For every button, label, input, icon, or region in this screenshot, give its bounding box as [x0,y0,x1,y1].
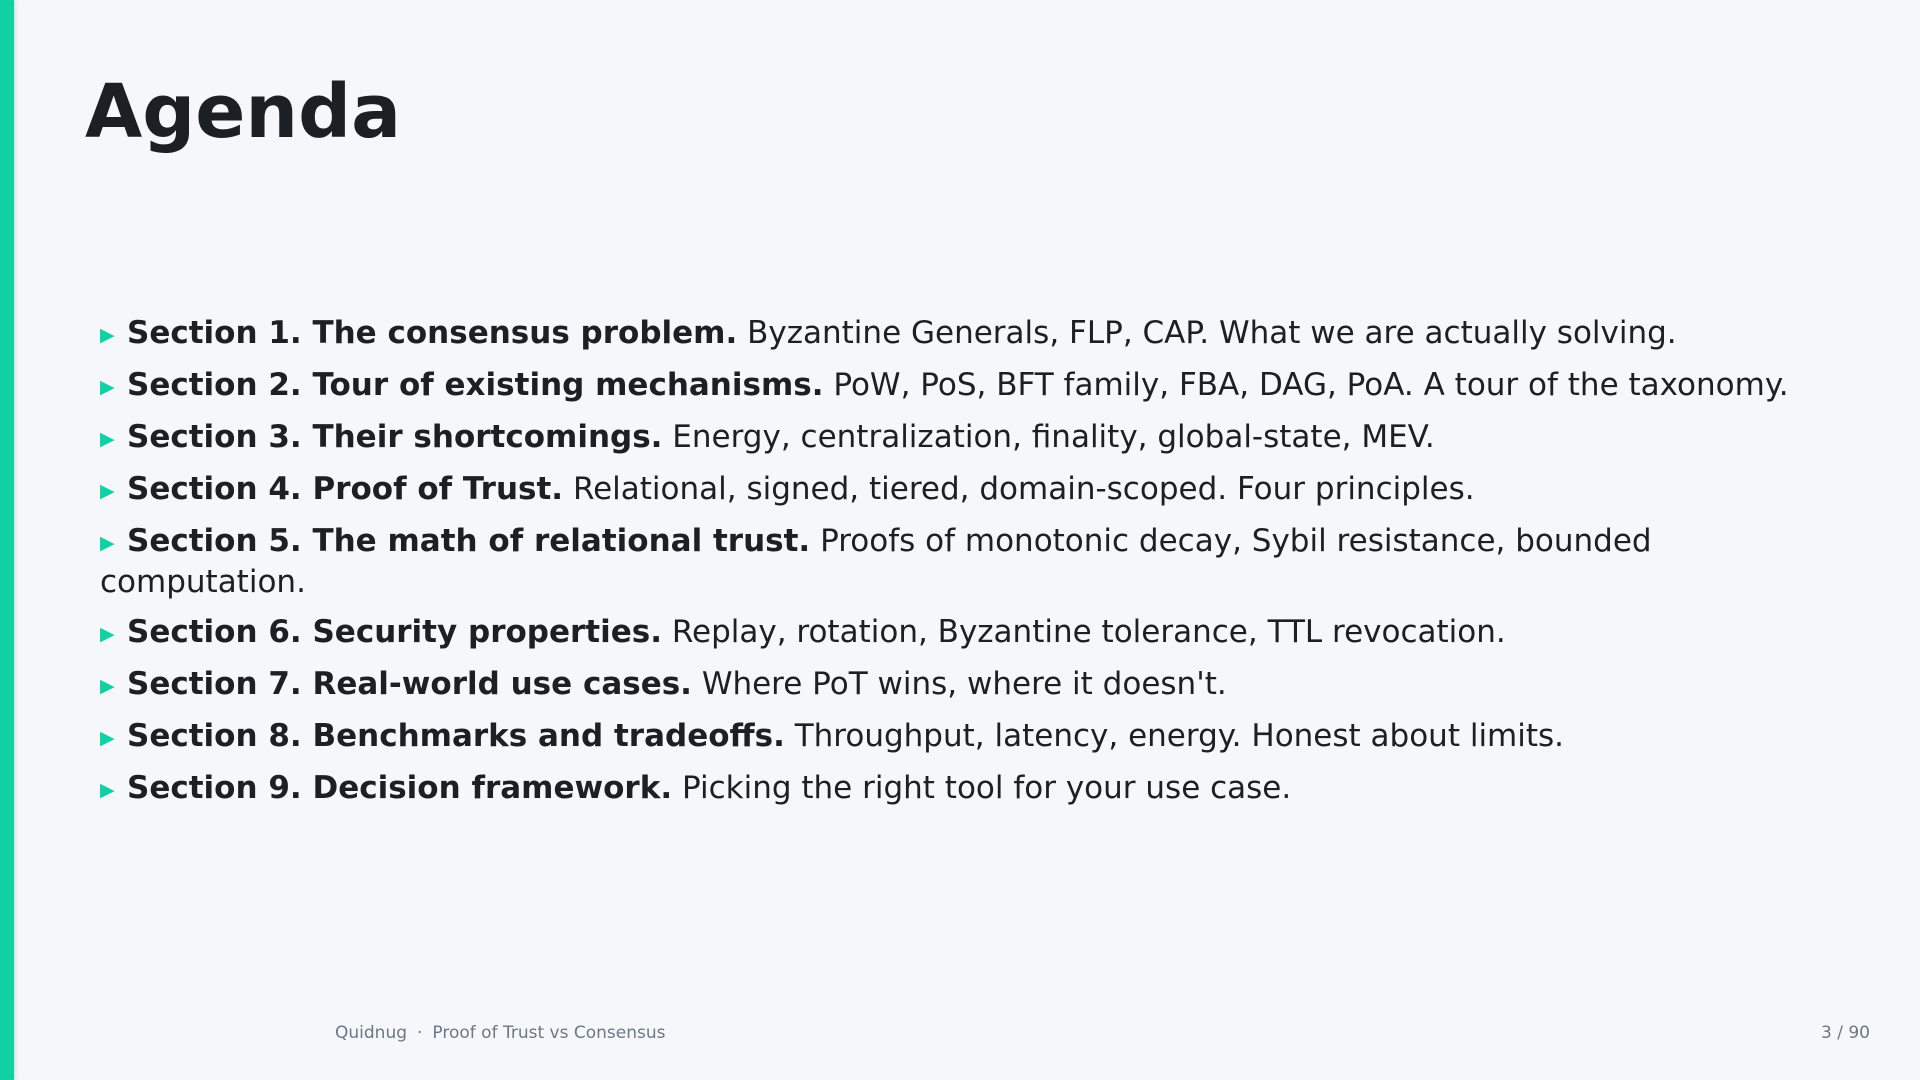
agenda-item-heading: Section 6. Security properties. [127,614,662,650]
agenda-item-text: Byzantine Generals, FLP, CAP. What we are actually solving. [747,315,1677,351]
triangle-right-icon: ▶ [100,532,115,554]
footer-deck-title: Proof of Trust vs Consensus [432,1023,666,1043]
triangle-right-icon: ▶ [100,480,115,502]
triangle-right-icon: ▶ [100,623,115,645]
agenda-item-heading: Section 3. Their shortcomings. [127,419,663,455]
triangle-right-icon: ▶ [100,324,115,346]
agenda-item-text: Where PoT wins, where it doesn't. [701,666,1227,702]
agenda-item-text: PoW, PoS, BFT family, FBA, DAG, PoA. A tour of the taxonomy. [833,367,1789,403]
footer-separator: · [417,1023,423,1043]
agenda-item-text: Replay, rotation, Byzantine tolerance, TTL revocation. [671,614,1506,650]
agenda-item-heading: Section 5. The math of relational trust. [127,523,811,559]
page-indicator: 3 / 90 [1821,1023,1870,1043]
accent-bar [0,0,14,1080]
footer-brand: Quidnug [335,1023,408,1043]
triangle-right-icon: ▶ [100,376,115,398]
triangle-right-icon: ▶ [100,428,115,450]
triangle-right-icon: ▶ [100,779,115,801]
agenda-item-heading: Section 4. Proof of Trust. [127,471,564,507]
slide-title: Agenda [85,69,402,155]
agenda-item [100,418,1860,459]
agenda-list [100,314,1860,821]
agenda-item-text: Relational, signed, tiered, domain-scoped. Four principles. [572,471,1475,507]
agenda-item [100,717,1860,758]
agenda-item [100,613,1860,654]
agenda-item [100,769,1860,810]
agenda-item-text: Throughput, latency, energy. Honest about limits. [794,718,1565,754]
agenda-item-text: Picking the right tool for your use case. [681,770,1292,806]
agenda-item-heading: Section 9. Decision framework. [127,770,673,806]
agenda-item-text: Energy, centralization, finality, global-state, MEV. [672,419,1435,455]
agenda-item-heading: Section 1. The consensus problem. [127,315,738,351]
agenda-item-heading: Section 7. Real-world use cases. [127,666,692,702]
agenda-item [100,366,1860,407]
agenda-item-heading: Section 2. Tour of existing mechanisms. [127,367,824,403]
triangle-right-icon: ▶ [100,727,115,749]
triangle-right-icon: ▶ [100,675,115,697]
agenda-item-text: Proofs of monotonic decay, Sybil resistance, bounded computation. [100,523,1652,600]
agenda-item [100,522,1860,602]
agenda-item [100,470,1860,511]
agenda-item [100,665,1860,706]
footer-caption [335,1023,666,1043]
agenda-item-heading: Section 8. Benchmarks and tradeoffs. [127,718,785,754]
agenda-item [100,314,1860,355]
